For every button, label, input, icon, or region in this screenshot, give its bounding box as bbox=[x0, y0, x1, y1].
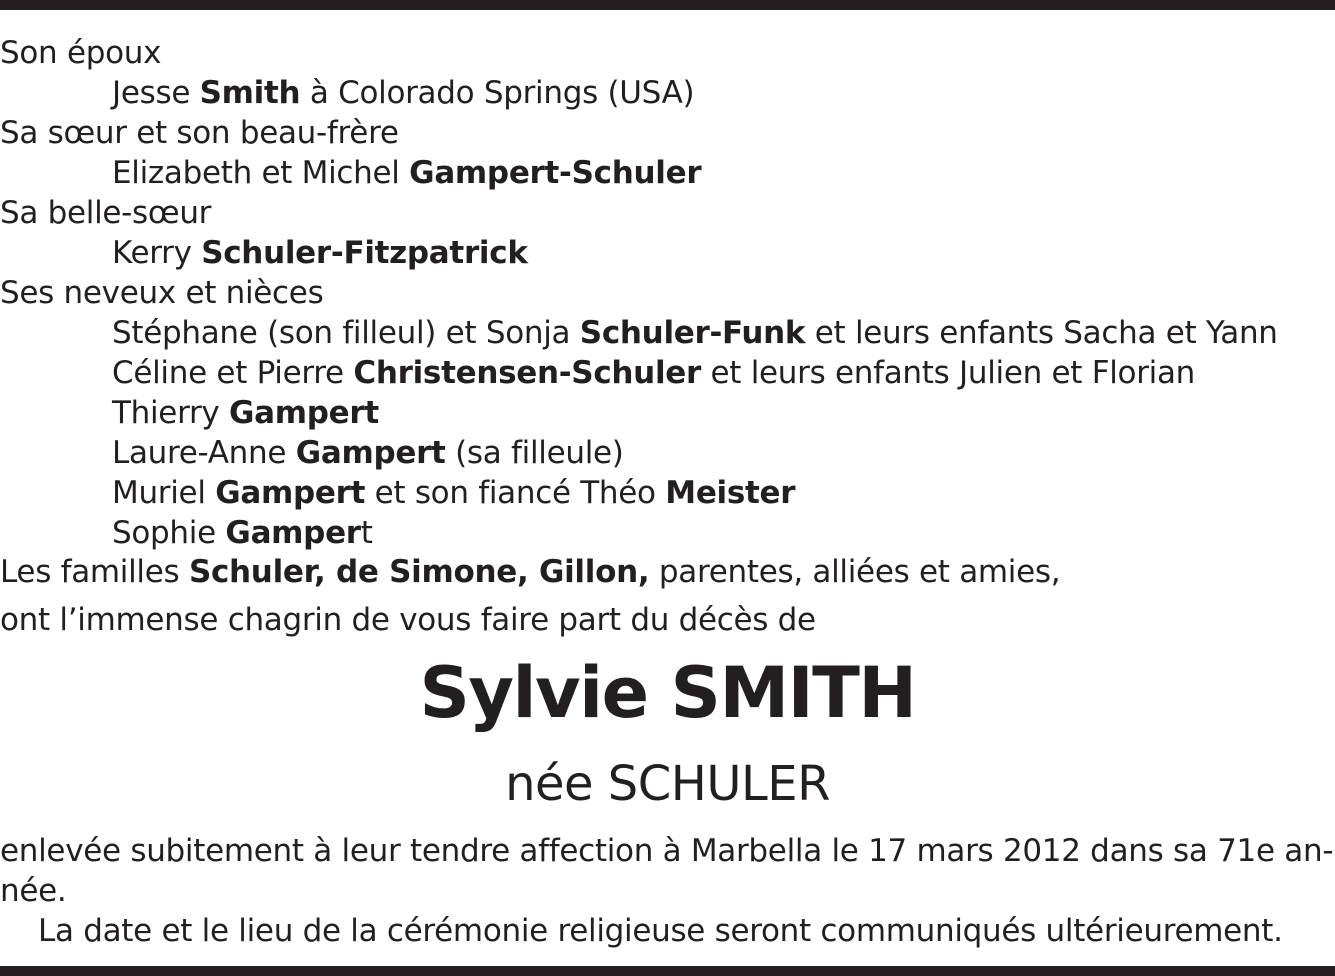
family-member bbox=[112, 353, 1195, 393]
relation-heading: Ses neveux et nièces bbox=[0, 275, 324, 311]
family-member bbox=[112, 153, 701, 193]
text-segment: Laure-Anne bbox=[112, 435, 296, 471]
surname: Gampert bbox=[215, 475, 366, 511]
ceremony-note: La date et le lieu de la cérémonie religieuse seront communiqués ultérieurement. bbox=[38, 913, 1283, 949]
text-segment: parentes, alliées et amies, bbox=[649, 554, 1061, 590]
birth-name: née SCHULER bbox=[505, 756, 830, 812]
family-member bbox=[112, 393, 379, 433]
text-segment: et leurs enfants Sacha et Yann bbox=[805, 315, 1278, 351]
surname: Christensen-Schuler bbox=[353, 355, 701, 391]
family-member bbox=[112, 313, 1278, 353]
text-segment: t bbox=[360, 515, 373, 551]
text-segment: Les familles bbox=[0, 554, 189, 590]
family-member bbox=[112, 73, 694, 113]
surname: Schuler-Funk bbox=[579, 315, 806, 351]
surname: Gampert bbox=[229, 395, 379, 431]
text-segment: Kerry bbox=[112, 235, 202, 271]
family-member bbox=[112, 433, 624, 473]
relation-heading: Sa belle-sœur bbox=[0, 195, 212, 231]
family-member bbox=[112, 233, 528, 273]
text-segment: Elizabeth et Michel bbox=[112, 155, 410, 191]
surname: Smith bbox=[199, 75, 301, 111]
text-segment: Stéphane (son filleul) et Sonja bbox=[112, 315, 580, 351]
text-segment: et leurs enfants Julien et Florian bbox=[700, 355, 1196, 391]
surname: Meister bbox=[665, 475, 796, 511]
family-member bbox=[112, 513, 373, 553]
text-segment: Céline et Pierre bbox=[112, 355, 354, 391]
surname: Schuler-Fitzpatrick bbox=[201, 235, 528, 271]
bottom-rule bbox=[0, 966, 1335, 976]
family-member bbox=[112, 473, 795, 513]
deceased-name: Sylvie SMITH bbox=[419, 652, 916, 734]
death-details-continuation: née. bbox=[0, 873, 67, 909]
text-segment: Thierry bbox=[112, 395, 230, 431]
text-segment: à Colorado Springs (USA) bbox=[300, 75, 695, 111]
surname: Gamper bbox=[225, 515, 361, 551]
text-segment: Muriel bbox=[112, 475, 216, 511]
text-segment: Sophie bbox=[112, 515, 226, 551]
announcement-line: ont l’immense chagrin de vous faire part du décès de bbox=[0, 602, 816, 638]
families-line bbox=[0, 552, 1060, 592]
text-segment: (sa filleule) bbox=[445, 435, 624, 471]
surname: Schuler, de Simone, Gillon, bbox=[188, 554, 650, 590]
relation-heading: Son époux bbox=[0, 35, 162, 71]
surname: Gampert bbox=[295, 435, 446, 471]
text-segment: Jesse bbox=[112, 75, 200, 111]
death-details-line: enlevée subitement à leur tendre affection à Marbella le 17 mars 2012 dans sa 71e an- bbox=[0, 833, 1334, 869]
text-segment: et son fiancé Théo bbox=[365, 475, 666, 511]
relation-heading: Sa sœur et son beau-frère bbox=[0, 115, 399, 151]
surname: Gampert-Schuler bbox=[409, 155, 702, 191]
